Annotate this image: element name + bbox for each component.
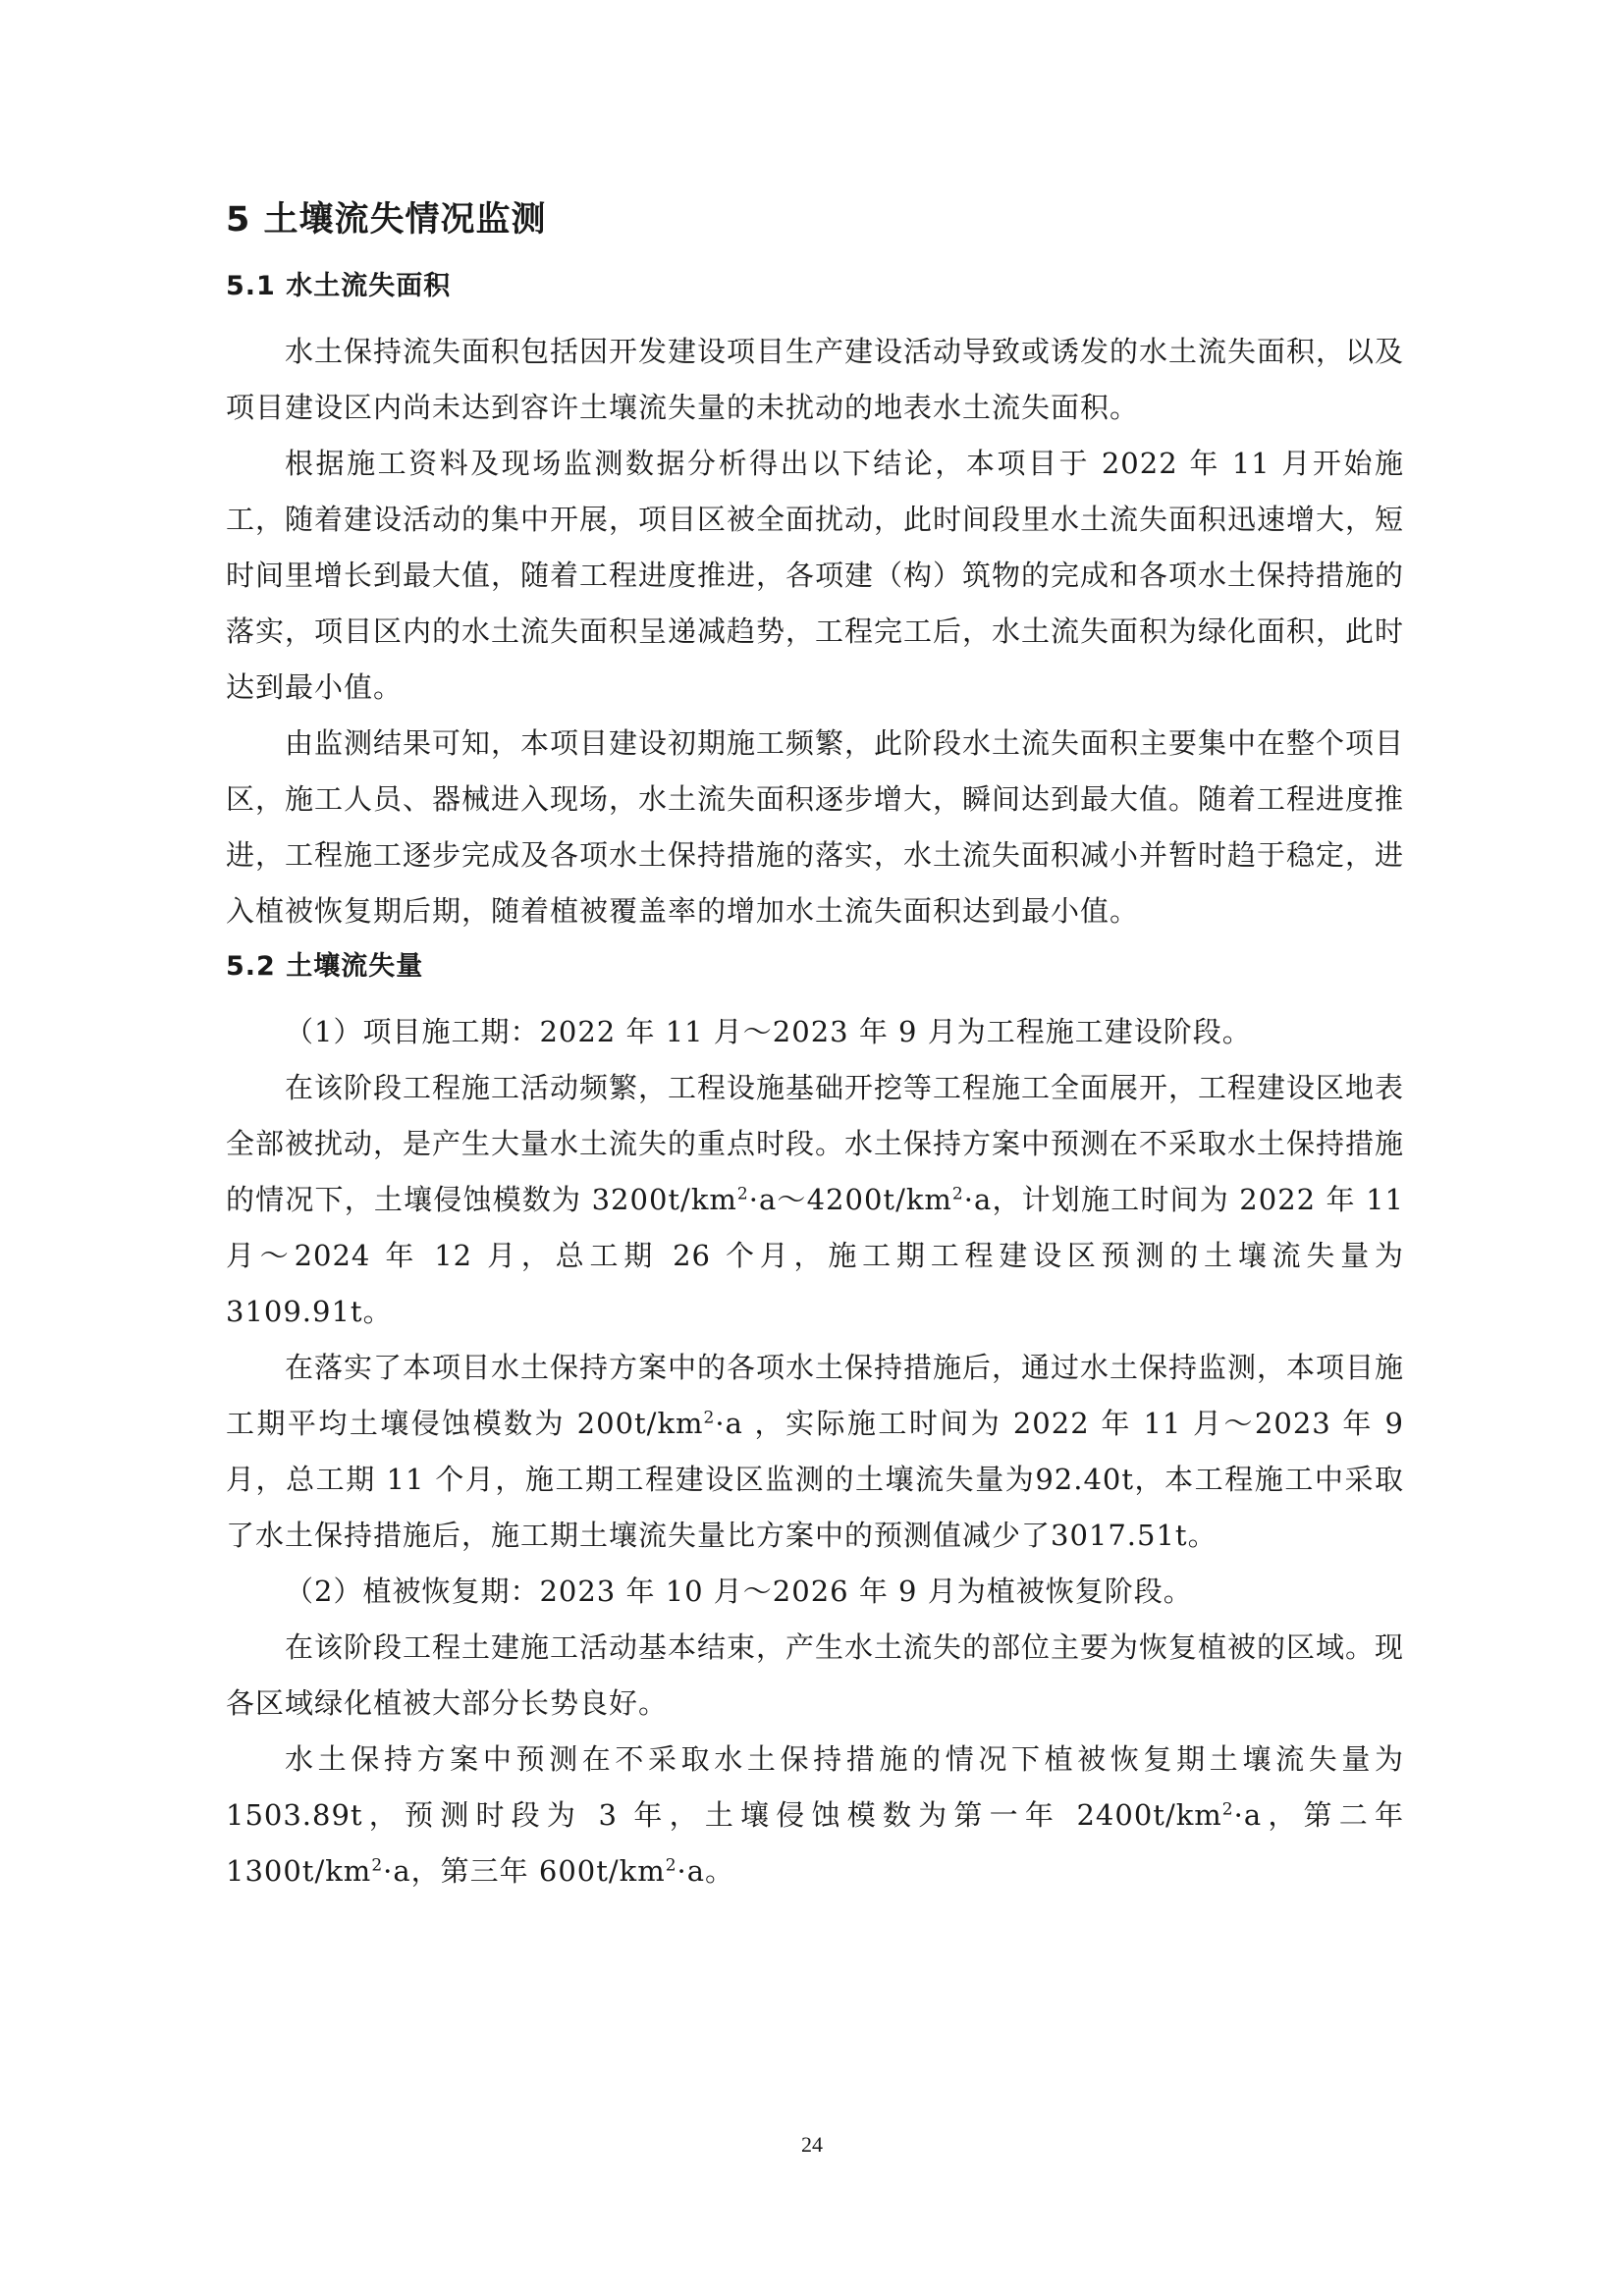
text-run: ·a ，实际施工时间为 2022 年 11 月～2023 年 9 月，总工期 11 个月，施工期工程建设区监测的土壤流失量为92.40t，本工程施工中采取了水土保持措施后，施工期土壤流失量比方案中的预测值减少了3017.51t。 — [226, 1407, 1404, 1552]
section-heading-5-1: 5.1 水土流失面积 — [226, 271, 452, 301]
text-run: ·a，第三年 600t/km — [383, 1854, 666, 1888]
text-run: 在落实了本项目水土保持方案中的各项水土保持措施后，通过水土保持监测，本项目施工期平均土壤侵蚀模数为 200t/km — [226, 1351, 1405, 1440]
superscript: 2 — [951, 1184, 964, 1204]
superscript: 2 — [371, 1855, 384, 1876]
text-run: ·a，计划施工时间为 2022 年 11 月～2024 年 12 月，总工期 26 个月，施工期工程建设区预测的土壤流失量为3109.91t。 — [226, 1183, 1404, 1328]
text-run: ·a～4200t/km — [748, 1183, 952, 1216]
text-run: ·a，第二年 1300t/km — [226, 1798, 1404, 1888]
paragraph — [226, 1340, 1404, 1564]
construction-period-paragraph: （1）项目施工期：2022 年 11 月～2023 年 9 月为工程施工建设阶段。 — [285, 1015, 1252, 1048]
superscript: 2 — [703, 1408, 716, 1428]
text-run: 水土保持方案中预测在不采取水土保持措施的情况下植被恢复期土壤流失量为 1503.89t，预测时段为 3 年，土壤侵蚀模数为第一年 2400t/km — [226, 1742, 1404, 1832]
superscript: 2 — [665, 1855, 677, 1876]
chapter-heading: 5 土壤流失情况监测 — [226, 200, 547, 240]
paragraph — [226, 1060, 1404, 1340]
section-heading-5-2: 5.2 土壤流失量 — [226, 951, 424, 982]
page-content — [226, 196, 1404, 1899]
text-run: 在该阶段工程施工活动频繁，工程设施基础开挖等工程施工全面展开，工程建设区地表全部被扰动，是产生大量水土流失的重点时段。水土保持方案中预测在不采取水土保持措施的情况下，土壤侵蚀模数为 3200t/km — [226, 1071, 1405, 1216]
paragraph: 水土保持流失面积包括因开发建设项目生产建设活动导致或诱发的水土流失面积，以及项目建设区内尚未达到容许土壤流失量的未扰动的地表水土流失面积。 — [226, 335, 1405, 424]
paragraph: 根据施工资料及现场监测数据分析得出以下结论，本项目于 2022 年 11 月开始施工，随着建设活动的集中开展，项目区被全面扰动，此时间段里水土流失面积迅速增大，短时间里增长到最大值，随着工程进度推进，各项建（构）筑物的完成和各项水土保持措施的落实，项目区内的水土流失面积呈递减趋势，工程完工后，水土流失面积为绿化面积，此时达到最小值。 — [226, 447, 1405, 704]
paragraph: 由监测结果可知，本项目建设初期施工频繁，此阶段水土流失面积主要集中在整个项目区，施工人员、器械进入现场，水土流失面积逐步增大，瞬间达到最大值。随着工程进度推进，工程施工逐步完成及各项水土保持措施的落实，水土流失面积减小并暂时趋于稳定，进入植被恢复期后期，随着植被覆盖率的增加水土流失面积达到最小值。 — [226, 726, 1405, 928]
superscript: 2 — [1221, 1799, 1234, 1820]
vegetation-period-paragraph: （2）植被恢复期：2023 年 10 月～2026 年 9 月为植被恢复阶段。 — [285, 1575, 1193, 1608]
paragraph — [226, 1732, 1404, 1899]
superscript: 2 — [736, 1184, 749, 1204]
paragraph: 在该阶段工程土建施工活动基本结束，产生水土流失的部位主要为恢复植被的区域。现各区域绿化植被大部分长势良好。 — [226, 1630, 1405, 1720]
text-run: ·a。 — [677, 1854, 735, 1888]
page-number: 24 — [801, 2132, 823, 2157]
